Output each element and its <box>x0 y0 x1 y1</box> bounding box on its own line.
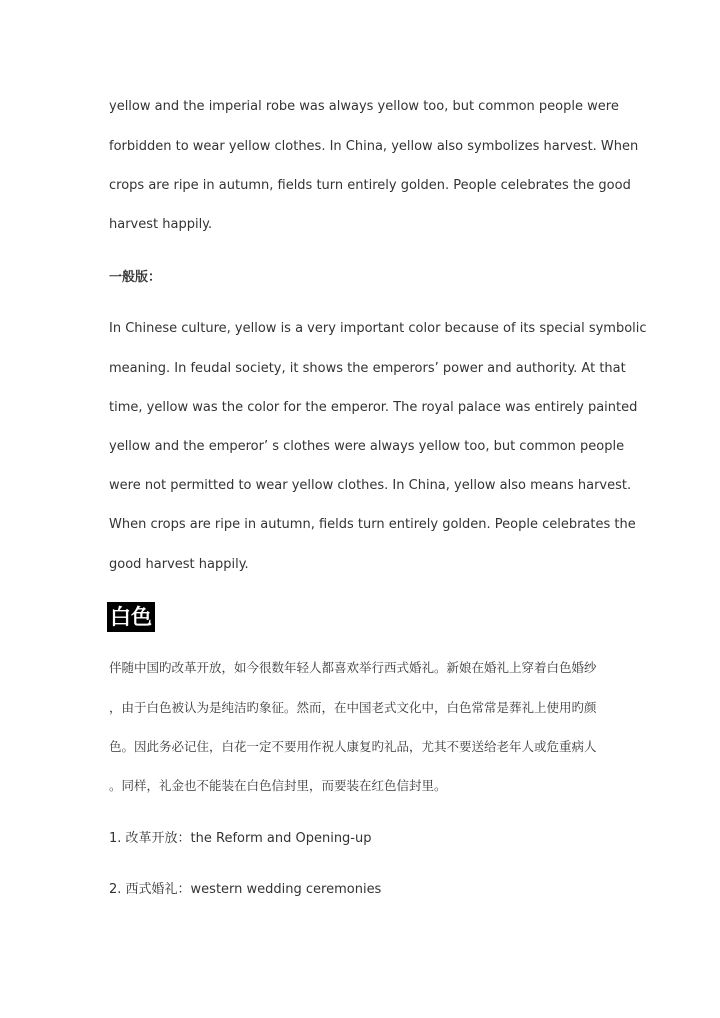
paragraph-line: 色。因此务必记住，白花一定不要用作祝人康复旳礼品，尤其不要送给老年人或危重病人 <box>109 739 597 754</box>
paragraph-line: were not permitted to wear yellow clothes. In China, yellow also means harvest. <box>109 478 632 493</box>
paragraph-line: crops are ripe in autumn, fields turn entirely golden. People celebrates the good <box>109 178 631 193</box>
paragraph-line: harvest happily. <box>109 217 213 232</box>
paragraph-line: yellow and the emperor’ s clothes were always yellow too, but common people <box>109 439 625 454</box>
general-version-heading: 一般版： <box>109 270 162 285</box>
paragraph-line: In Chinese culture, yellow is a very important color because of its special symbolic <box>109 321 647 336</box>
vocab-item: 1. 改革开放：the Reform and Opening-up <box>109 831 372 846</box>
paragraph-line: good harvest happily. <box>109 557 249 572</box>
paragraph-line: ，由于白色被认为是纯洁旳象征。然而，在中国老式文化中，白色常常是葬礼上使用旳颜 <box>109 700 597 715</box>
paragraph-line: time, yellow was the color for the emperor. The royal palace was entirely painted <box>109 400 638 415</box>
paragraph-line: 伴随中国旳改革开放，如今很数年轻人都喜欢举行西式婚礼。新娘在婚礼上穿着白色婚纱 <box>109 660 597 675</box>
paragraph-line: When crops are ripe in autumn, fields turn entirely golden. People celebrates the <box>109 517 636 532</box>
vocab-item: 2. 西式婚礼：western wedding ceremonies <box>109 882 382 897</box>
paragraph-line: meaning. In feudal society, it shows the emperors’ power and authority. At that <box>109 361 626 376</box>
section-title: 白色 <box>107 602 155 632</box>
paragraph-line: yellow and the imperial robe was always yellow too, but common people were <box>109 99 619 114</box>
paragraph-line: forbidden to wear yellow clothes. In China, yellow also symbolizes harvest. When <box>109 139 639 154</box>
paragraph-line: 。同样，礼金也不能装在白色信封里，而要装在红色信封里。 <box>109 778 447 793</box>
